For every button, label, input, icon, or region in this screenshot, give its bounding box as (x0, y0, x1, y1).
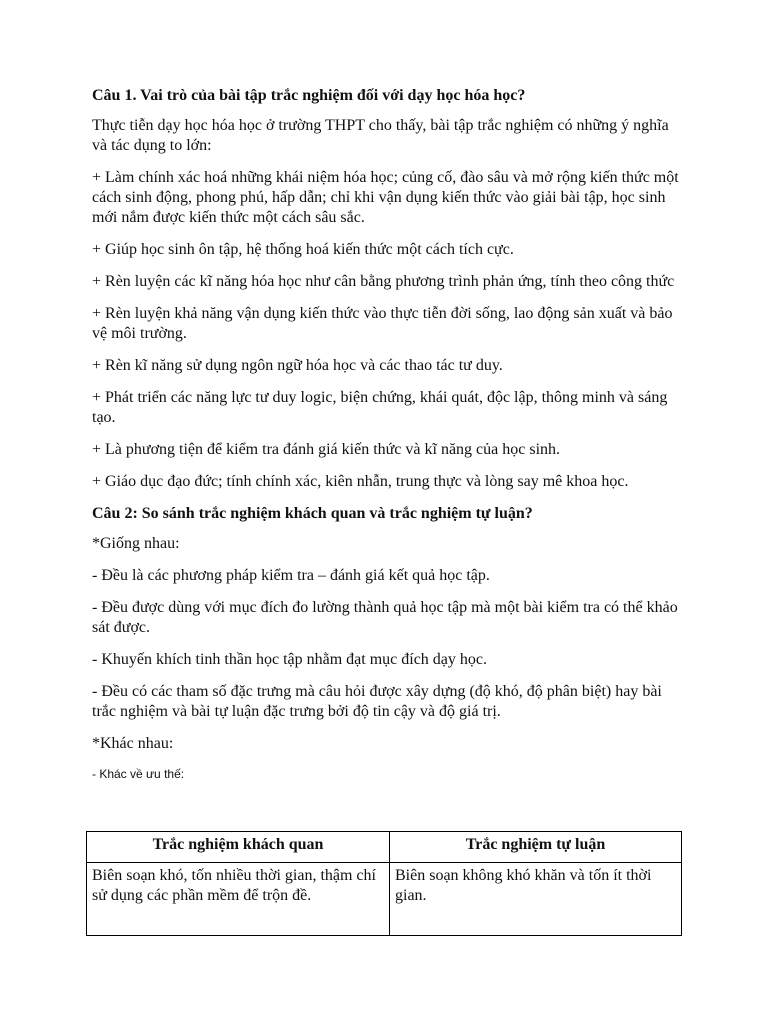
cell-objective: Biên soạn khó, tốn nhiều thời gian, thậm chí sử dụng các phần mềm để trộn đề. (87, 863, 390, 936)
different-title: *Khác nhau: (92, 735, 174, 752)
advantage-note: - Khác về ưu thế: (92, 767, 185, 781)
table-row (87, 863, 682, 936)
question-2-heading: Câu 2: So sánh trắc nghiệm khách quan và trắc nghiệm tự luận? (92, 505, 533, 522)
q1-point: + Làm chính xác hoá những khái niệm hóa học; củng cố, đào sâu và mở rộng kiến thức một cách sinh động, phong phú, hấp dẫn; chỉ khi vận dụng kiến thức vào giải bài tập, học sinh mới nắm được kiến thức một cách sâu sắc. (92, 169, 679, 226)
header-objective-test: Trắc nghiệm khách quan (87, 832, 390, 863)
similar-point: - Khuyến khích tinh thần học tập nhằm đạt mục đích dạy học. (92, 651, 488, 668)
q1-point: + Giáo dục đạo đức; tính chính xác, kiên nhẫn, trung thực và lòng say mê khoa học. (92, 473, 629, 490)
header-essay-test: Trắc nghiệm tự luận (390, 832, 682, 863)
q1-point: + Là phương tiện để kiểm tra đánh giá kiến thức và kĩ năng của học sinh. (92, 441, 561, 458)
comparison-table (86, 831, 682, 936)
similar-point: - Đều được dùng với mục đích đo lường thành quả học tập mà một bài kiểm tra có thể khảo sát được. (92, 599, 678, 636)
table-header-row (87, 832, 682, 863)
similar-point: - Đều có các tham số đặc trưng mà câu hỏi được xây dựng (độ khó, độ phân biệt) hay bài trắc nghiệm và bài tự luận đặc trưng bởi độ tin cậy và độ giá trị. (92, 683, 662, 720)
cell-essay: Biên soạn không khó khăn và tốn ít thời gian. (390, 863, 682, 936)
q1-point: + Rèn luyện các kĩ năng hóa học như cân bằng phương trình phản ứng, tính theo công thức (92, 273, 675, 290)
document-page (92, 86, 682, 794)
q1-point: + Phát triển các năng lực tư duy logic, biện chứng, khái quát, độc lập, thông minh và sáng tạo. (92, 389, 668, 426)
similar-point: - Đều là các phương pháp kiểm tra – đánh giá kết quả học tập. (92, 567, 490, 584)
q1-point: + Rèn kĩ năng sử dụng ngôn ngữ hóa học và các thao tác tư duy. (92, 357, 503, 374)
question-1-heading: Câu 1. Vai trò của bài tập trắc nghiệm đối với dạy học hóa học? (92, 87, 526, 104)
q1-point: + Rèn luyện khả năng vận dụng kiến thức vào thực tiễn đời sống, lao động sản xuất và bảo vệ môi trường. (92, 305, 673, 342)
q1-point: + Giúp học sinh ôn tập, hệ thống hoá kiến thức một cách tích cực. (92, 241, 514, 258)
similar-title: *Giống nhau: (92, 535, 180, 552)
q1-intro: Thực tiễn dạy học hóa học ở trường THPT cho thấy, bài tập trắc nghiệm có những ý nghĩa và tác dụng to lớn: (92, 117, 669, 154)
